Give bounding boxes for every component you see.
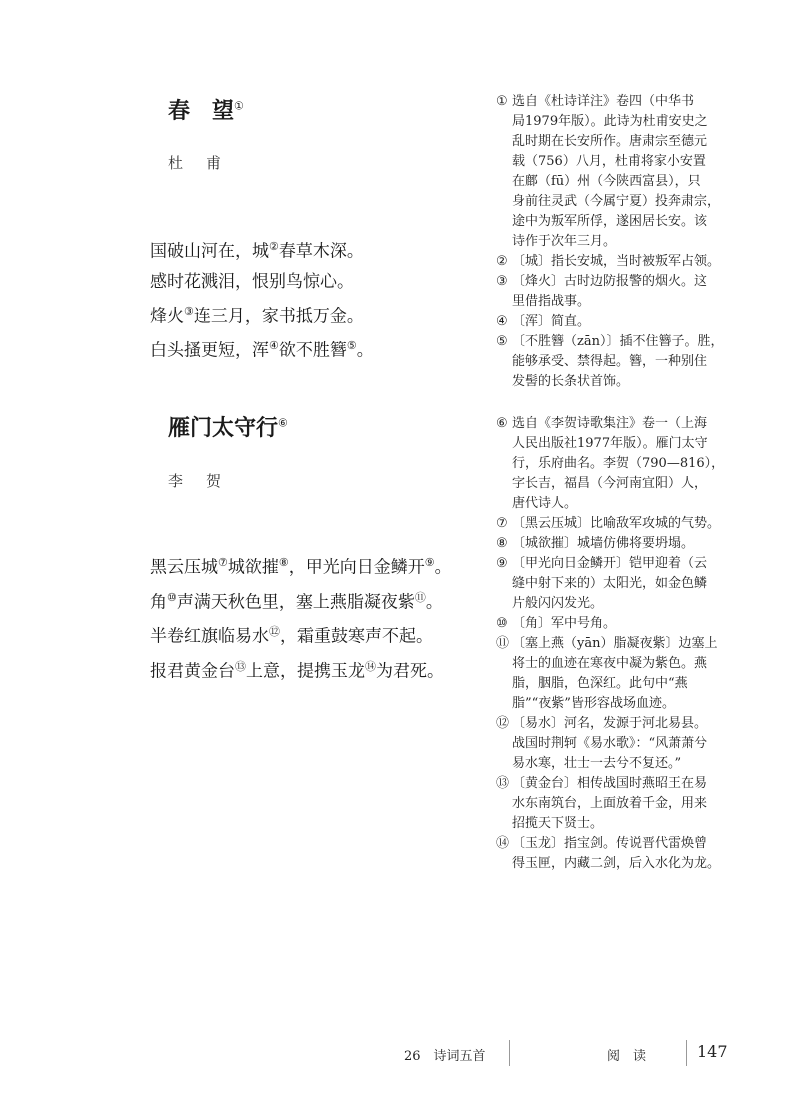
footnote-number: ⑥ (496, 416, 508, 431)
poem-line: 报君黄金台⑬上意，提携玉龙⑭为君死。 (150, 659, 444, 682)
footnote-item (496, 634, 768, 714)
footnote-text (512, 92, 768, 252)
footnote-item (496, 834, 768, 874)
poem2-body (150, 548, 452, 687)
footnote-line: 脂”“夜紫”皆形容战场血迹。 (512, 696, 675, 711)
footnote-marker: ① (234, 99, 244, 113)
poem-line: 黑云压城⑦城欲摧⑧，甲光向日金鳞开⑨。 (150, 556, 452, 578)
poem-line: 半卷红旗临易水⑫，霜重鼓寒声不起。 (150, 625, 433, 647)
footnote-line: 字长吉，福昌（今河南宜阳）人， (512, 476, 708, 491)
footnote-line: 〔塞上燕（yān）脂凝夜紫〕边塞上 (512, 636, 718, 651)
footnote-number: ⑬ (496, 776, 510, 791)
footnote-item (496, 252, 768, 272)
footnote-number: ⑫ (496, 716, 510, 731)
footnote-item (496, 714, 768, 774)
footnote-line: 选自《杜诗详注》卷四（中华书 (512, 94, 695, 109)
footnote-line: 〔易水〕河名，发源于河北易县。 (512, 716, 708, 731)
page-number: 147 (697, 1042, 728, 1061)
footnote-text (512, 554, 768, 614)
footnote-line: 〔烽火〕古时边防报警的烟火。这 (512, 274, 708, 289)
footnote-text (512, 634, 768, 714)
footnote-line: 〔浑〕简直。 (512, 314, 591, 329)
footnote-line: 唐代诗人。 (512, 496, 578, 511)
footnote-line: 得玉匣，内藏二剑，后入水化为龙。 (512, 856, 721, 871)
footnote-item (496, 272, 768, 312)
footnote-item (496, 554, 768, 614)
footnote-line: 〔不胜簪（zān）〕插不住簪子。胜， (512, 334, 724, 349)
footnote-line: 〔城欲摧〕城墙仿佛将要坍塌。 (512, 536, 695, 551)
poem-line: 角⑩声满天秋色里，塞上燕脂凝夜紫⑪。 (150, 590, 443, 613)
footnote-line: 在鄜（fū）州（今陕西富县），只 (512, 174, 701, 189)
footnote-line: 招揽天下贤士。 (512, 816, 604, 831)
footnote-text (512, 332, 768, 392)
footnote-line: 〔角〕军中号角。 (512, 616, 617, 631)
footnote-item (496, 774, 768, 834)
footnote-number: ① (496, 94, 508, 109)
footnote-line: 〔城〕指长安城，当时被叛军占领。 (512, 254, 721, 269)
footnote-number: ③ (496, 274, 508, 289)
footnote-text (512, 252, 768, 272)
footnote-line: 诗作于次年三月。 (512, 234, 617, 249)
footnote-line: 〔玉龙〕指宝剑。传说晋代雷焕曾 (512, 836, 708, 851)
footnote-text (512, 774, 768, 834)
footnote-line: 能够承受、禁得起。簪，一种别住 (512, 354, 708, 369)
footnote-line: 战国时荆轲《易水歌》：“风萧萧兮 (512, 736, 708, 751)
footnote-number: ⑦ (496, 516, 508, 531)
poem-line: 国破山河在，城②春草木深。 (150, 240, 364, 262)
footnote-text (512, 514, 768, 534)
footnote-line: 发髻的长条状首饰。 (512, 374, 630, 389)
footnote-line: 〔甲光向日金鳞开〕铠甲迎着（云 (512, 556, 708, 571)
footnote-line: 行，乐府曲名。李贺（790—816）， (512, 456, 725, 471)
footnote-line: 水东南筑台，上面放着千金，用来 (512, 796, 708, 811)
poem-line: 感时花溅泪，恨别鸟惊心。 (150, 271, 354, 292)
footnote-number: ⑩ (496, 616, 508, 631)
poem2-author: 李 贺 (168, 472, 226, 490)
footnote-line: 载（756）八月，杜甫将家小安置 (512, 154, 706, 169)
footnote-item (496, 534, 768, 554)
footnote-line: 里借指战事。 (512, 294, 591, 309)
footnote-line: 乱时期在长安所作。唐肃宗至德元 (512, 134, 708, 149)
footnote-item (496, 614, 768, 634)
poem2-title: 雁门太守行⑥ (168, 415, 288, 441)
poem-line: 白头搔更短，浑④欲不胜簪⑤。 (150, 339, 374, 361)
footnote-number: ⑪ (496, 636, 510, 651)
footnote-line: 人民出版社1977年版）。雁门太守 (512, 436, 708, 451)
footnote-line: 将士的血迹在寒夜中凝为紫色。燕 (512, 656, 708, 671)
section-label: 阅 读 (607, 1049, 647, 1064)
footnote-text (512, 414, 768, 514)
footnote-number: ⑨ (496, 556, 508, 571)
footnote-text (512, 272, 768, 312)
footnote-line: 身前往灵武（今属宁夏）投奔肃宗， (512, 194, 721, 209)
footnote-line: 〔黄金台〕相传战国时燕昭王在易 (512, 776, 708, 791)
footer-divider (686, 1040, 687, 1066)
lesson-label: 26 诗词五首 (404, 1049, 486, 1064)
footnote-line: 选自《李贺诗歌集注》卷一（上海 (512, 416, 708, 431)
footnote-number: ② (496, 254, 508, 269)
footnote-item (496, 92, 768, 252)
footnote-number: ⑭ (496, 836, 510, 851)
footnote-text (512, 714, 768, 774)
poem-line: 烽火③连三月，家书抵万金。 (150, 304, 364, 327)
footnote-line: 片般闪闪发光。 (512, 596, 604, 611)
footnote-line: 易水寒，壮士一去兮不复还。” (512, 756, 682, 771)
footnote-text (512, 534, 768, 554)
footnote-line: 缝中射下来的）太阳光，如金色鳞 (512, 576, 708, 591)
footnote-number: ④ (496, 314, 508, 329)
footnote-text (512, 312, 768, 332)
footnote-text (512, 834, 768, 874)
notes-poem1 (496, 92, 768, 392)
footnote-line: 脂，胭脂，色深红。此句中“燕 (512, 676, 688, 691)
footnote-item (496, 332, 768, 392)
poem1-title: 春 望① (168, 98, 244, 124)
notes-poem2 (496, 414, 768, 874)
footnote-text (512, 614, 768, 634)
footnote-line: 途中为叛军所俘，遂困居长安。该 (512, 214, 708, 229)
poem1-author: 杜 甫 (168, 154, 226, 172)
footer-divider (509, 1040, 510, 1066)
footnote-item (496, 514, 768, 534)
footnote-number: ⑤ (496, 334, 508, 349)
footnote-item (496, 312, 768, 332)
footnote-marker: ⑥ (278, 416, 288, 430)
footnote-line: 局1979年版）。此诗为杜甫安史之 (512, 114, 708, 129)
poem1-body (150, 232, 374, 366)
footnote-line: 〔黑云压城〕比喻敌军攻城的气势。 (512, 516, 721, 531)
footnote-number: ⑧ (496, 536, 508, 551)
footnote-item (496, 414, 768, 514)
